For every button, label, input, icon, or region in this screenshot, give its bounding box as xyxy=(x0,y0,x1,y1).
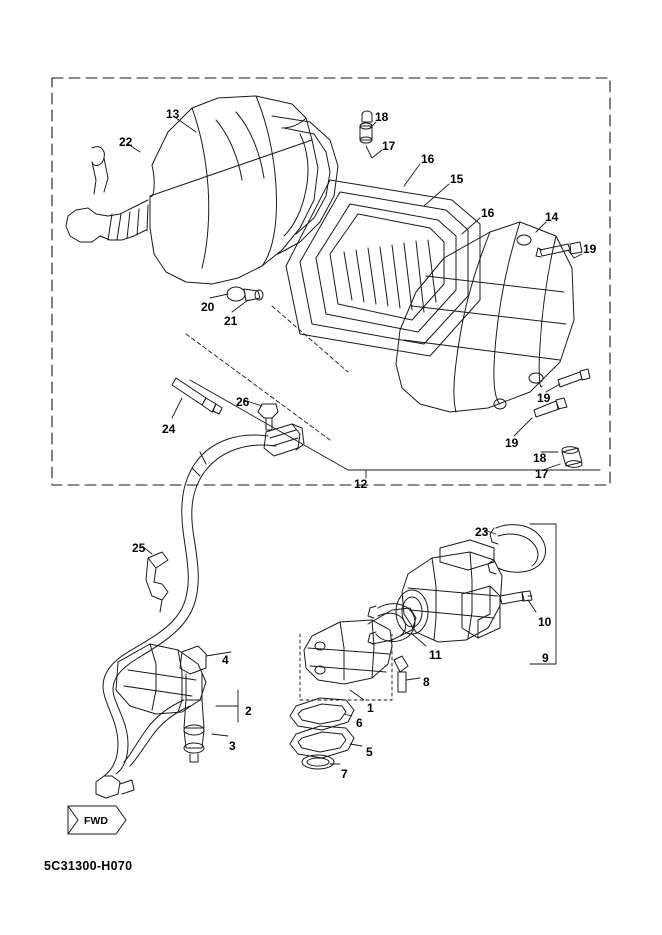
callout-1: 1 xyxy=(367,701,374,715)
callout-18-top: 18 xyxy=(375,110,389,124)
callout-21: 21 xyxy=(224,314,238,328)
callout-23: 23 xyxy=(475,525,489,539)
callout-17-bottom: 17 xyxy=(535,467,549,481)
callout-14: 14 xyxy=(545,210,559,224)
forward-direction-label: FWD xyxy=(84,815,108,827)
callout-19-bottom: 19 xyxy=(505,436,519,450)
callout-13: 13 xyxy=(166,107,180,121)
callout-11: 11 xyxy=(429,648,442,662)
callout-8: 8 xyxy=(423,675,430,689)
callout-18-bottom: 18 xyxy=(533,451,547,465)
callout-9: 9 xyxy=(542,651,549,665)
callout-7: 7 xyxy=(341,767,348,781)
callout-3: 3 xyxy=(229,739,236,753)
callout-10: 10 xyxy=(538,615,552,629)
callout-6: 6 xyxy=(356,716,363,730)
callout-19-top: 19 xyxy=(583,242,597,256)
callout-5: 5 xyxy=(366,745,373,759)
callout-4: 4 xyxy=(222,653,229,667)
callout-25: 25 xyxy=(132,541,146,555)
callout-19-middle: 19 xyxy=(537,391,551,405)
callout-22: 22 xyxy=(119,135,133,149)
part-code-label: 5C31300-H070 xyxy=(44,859,133,873)
callout-12: 12 xyxy=(354,477,368,491)
callout-15: 15 xyxy=(450,172,464,186)
callout-24: 24 xyxy=(162,422,176,436)
callout-17-top: 17 xyxy=(382,139,396,153)
callout-2: 2 xyxy=(245,704,252,718)
callout-16-lower: 16 xyxy=(481,206,495,220)
callout-16-upper: 16 xyxy=(421,152,435,166)
callout-26: 26 xyxy=(236,395,250,409)
callout-20: 20 xyxy=(201,300,215,314)
